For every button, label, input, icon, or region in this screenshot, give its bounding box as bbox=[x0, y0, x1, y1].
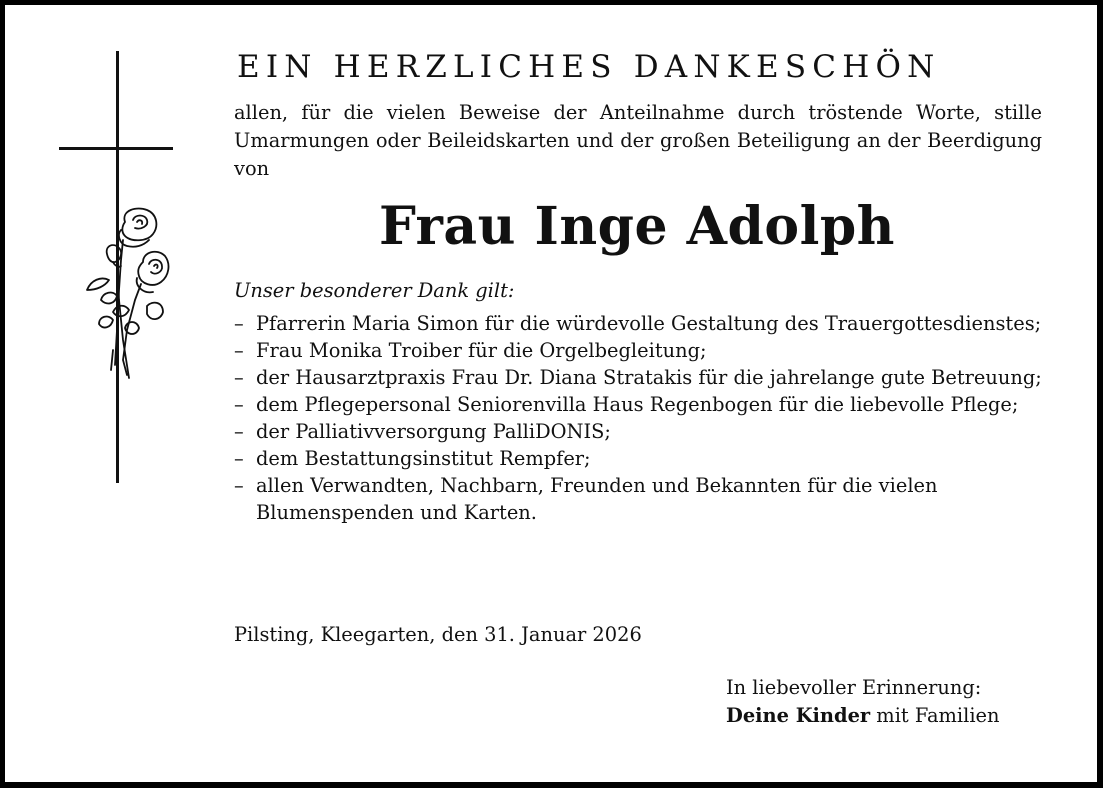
signature-bold: Deine Kinder bbox=[726, 704, 871, 727]
signature bbox=[726, 702, 1000, 730]
obituary-thank-you-card bbox=[5, 5, 1097, 782]
signature-rest: mit Familien bbox=[870, 704, 1000, 727]
roses-icon bbox=[77, 200, 177, 395]
closing-block bbox=[726, 674, 1000, 730]
deceased-name: Frau Inge Adolph bbox=[379, 196, 895, 257]
cross-icon-bar bbox=[59, 147, 173, 150]
list-item: – der Hausarztpraxis Frau Dr. Diana Stratakis für die jahrelange gute Betreuung; bbox=[234, 366, 1042, 389]
list-item: – dem Bestattungsinstitut Rempfer; bbox=[234, 447, 591, 470]
closing-line: In liebevoller Erinnerung: bbox=[726, 676, 982, 699]
list-item: – Pfarrerin Maria Simon für die würdevolle Gestaltung des Trauergottesdienstes; bbox=[234, 312, 1042, 335]
thanks-list bbox=[234, 310, 1054, 526]
list-item: – dem Pflegepersonal Seniorenvilla Haus Regenbogen für die liebevolle Pflege; bbox=[234, 393, 1019, 416]
thanks-intro: Unser besonderer Dank gilt: bbox=[234, 279, 515, 302]
intro-text: allen, für die vielen Beweise der Anteilnahme durch tröstende Worte, stille Umarmungen oder Beileidskarten und der großen Beteiligung an der Beerdigung von bbox=[234, 101, 1042, 180]
notice-heading: EIN HERZLICHES DANKESCHÖN bbox=[237, 49, 941, 85]
list-item: – der Palliativversorgung PalliDONIS; bbox=[234, 420, 611, 443]
list-item: – allen Verwandten, Nachbarn, Freunden und Bekannten für die vielen Blumenspenden und Karten. bbox=[234, 474, 938, 524]
place-date: Pilsting, Kleegarten, den 31. Januar 2026 bbox=[234, 623, 642, 646]
list-item: – Frau Monika Troiber für die Orgelbegleitung; bbox=[234, 339, 707, 362]
